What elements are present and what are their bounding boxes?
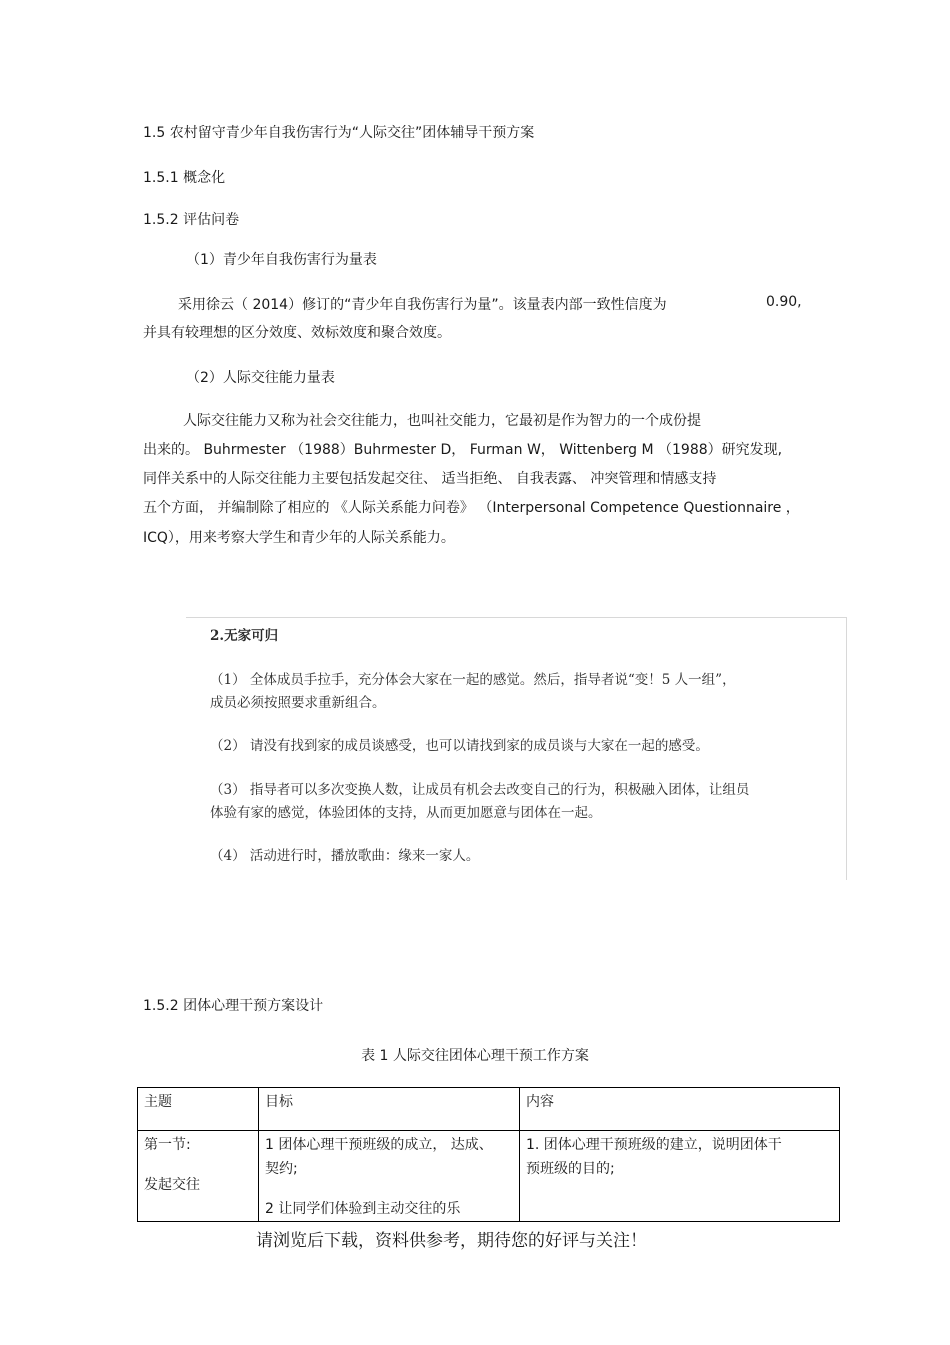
activity-step-1-line-2: 成员必须按照要求重新组合。 [210,695,386,711]
header-theme: 主题 [138,1088,259,1131]
section-heading-1-5-1: 1.5.1 概念化 [143,170,226,186]
paragraph-1-line-1: 采用徐云（ 2014）修订的“青少年自我伤害行为量”。该量表内部一致性信度为 [178,297,667,313]
section-heading-1-5: 1.5 农村留守青少年自我伤害行为“人际交往”团体辅导干预方案 [143,125,535,141]
row-goal-line-3: 2 让同学们体验到主动交往的乐 [265,1201,461,1217]
table-row [138,1131,840,1222]
download-footer-note: 请浏览后下载，资料供参考，期待您的好评与关注！ [256,1231,647,1251]
header-content: 内容 [520,1088,840,1131]
activity-step-3-line-2: 体验有家的感觉，体验团体的支持，从而更加愿意与团体在一起。 [210,805,602,821]
table-header-row [138,1088,840,1131]
activity-step-4: （4） 活动进行时，播放歌曲：缘来一家人。 [210,848,480,864]
subheading-interpersonal-scale: （2）人际交往能力量表 [186,370,335,386]
paragraph-2-line-2: 出来的。 Buhrmester （1988）Buhrmester D， Furman W， Wittenberg M （1988）研究发现, [143,442,783,458]
subheading-self-harm-scale: （1）青少年自我伤害行为量表 [186,252,377,268]
paragraph-2-line-1: 人际交往能力又称为社会交往能力，也叫社交能力，它最初是作为智力的一个成份提 [183,413,701,429]
row-content-cell [520,1131,840,1222]
row-goal-line-1: 1 团体心理干预班级的成立， 达成、 [265,1137,493,1153]
table-caption: 表 1 人际交往团体心理干预工作方案 [361,1048,589,1064]
row-theme-title: 发起交往 [144,1177,200,1193]
paragraph-1-line-2: 并具有较理想的区分效度、效标效度和聚合效度。 [143,325,451,341]
intervention-plan-table [137,1087,840,1222]
activity-excerpt-image [186,617,847,880]
activity-step-3-line-1: （3） 指导者可以多次变换人数，让成员有机会去改变自己的行为，积极融入团体，让组员 [210,782,750,798]
header-goal: 目标 [259,1088,520,1131]
activity-step-2: （2） 请没有找到家的成员谈感受，也可以请找到家的成员谈与大家在一起的感受。 [210,738,709,754]
row-content-line-1: 1. 团体心理干预班级的建立，说明团体干 [526,1137,782,1153]
activity-title: 2.无家可归 [210,628,279,644]
paragraph-2-line-5: ICQ），用来考察大学生和青少年的人际关系能力。 [143,530,455,546]
activity-step-1-line-1: （1） 全体成员手拉手，充分体会大家在一起的感觉。然后，指导者说“变！5 人一组”， [210,672,736,688]
row-theme-cell [138,1131,259,1222]
section-heading-1-5-2: 1.5.2 评估问卷 [143,212,240,228]
row-content-line-2: 预班级的目的; [526,1161,615,1177]
paragraph-1-reliability: 0.90, [766,294,802,310]
row-theme-session: 第一节: [144,1137,191,1153]
paragraph-2-line-4: 五个方面， 并编制除了相应的 《人际关系能力问卷》 （Interpersonal Competence Questionnaire ， [143,500,800,516]
row-goal-line-2: 契约; [265,1161,298,1177]
section-heading-intervention-design: 1.5.2 团体心理干预方案设计 [143,998,324,1014]
paragraph-2-line-3: 同伴关系中的人际交往能力主要包括发起交往、 适当拒绝、 自我表露、 冲突管理和情感支持 [143,471,717,487]
row-goal-cell [259,1131,520,1222]
